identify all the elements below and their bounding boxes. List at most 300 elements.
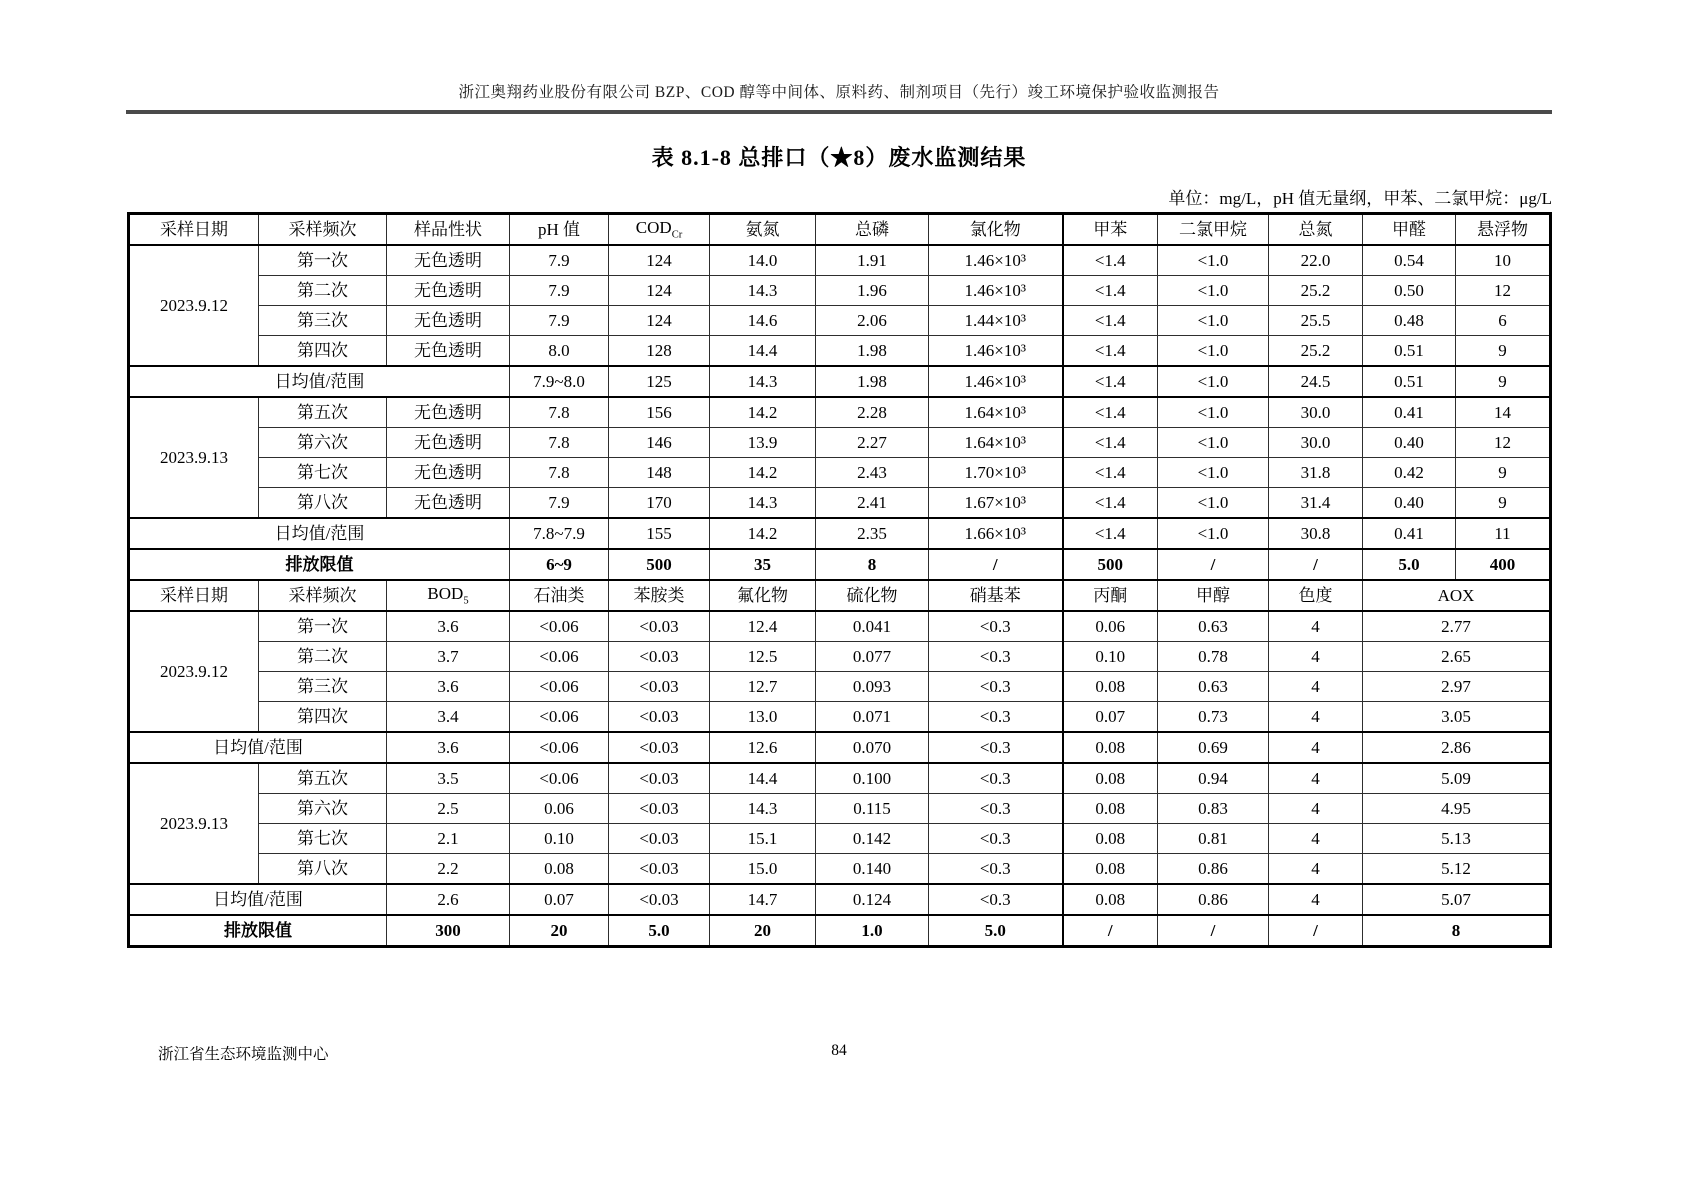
table-cell: 4 — [1269, 732, 1363, 763]
table-cell: 14.0 — [710, 245, 816, 276]
table-cell: 0.94 — [1158, 763, 1269, 794]
table-row — [129, 854, 1551, 885]
table-cell: 20 — [710, 915, 816, 947]
column-header: 总氮 — [1269, 214, 1363, 246]
table-cell: / — [1158, 915, 1269, 947]
table-cell: 22.0 — [1269, 245, 1363, 276]
table-cell: 1.64×10³ — [929, 397, 1063, 428]
table-cell: <1.4 — [1063, 366, 1158, 397]
table-cell: 2.5 — [387, 794, 510, 824]
page-footer — [126, 1042, 1552, 1064]
table-cell: 第八次 — [259, 854, 387, 885]
table-cell: 0.10 — [510, 824, 609, 854]
table-cell: 第一次 — [259, 611, 387, 642]
table-cell: 1.44×10³ — [929, 306, 1063, 336]
table-cell: <0.3 — [929, 702, 1063, 733]
table-cell: <1.4 — [1063, 488, 1158, 519]
table-cell: 25.5 — [1269, 306, 1363, 336]
table-cell: 13.0 — [710, 702, 816, 733]
table-cell: 0.42 — [1363, 458, 1456, 488]
table-cell: 第八次 — [259, 488, 387, 519]
table-cell: 146 — [609, 428, 710, 458]
table-cell: <1.4 — [1063, 245, 1158, 276]
table-cell: 124 — [609, 306, 710, 336]
table-row — [129, 642, 1551, 672]
table-cell: 25.2 — [1269, 336, 1363, 367]
table-cell: 第二次 — [259, 276, 387, 306]
daily-average-label: 日均值/范围 — [129, 732, 387, 763]
table-cell: <1.4 — [1063, 458, 1158, 488]
table-cell: 35 — [710, 549, 816, 580]
table-cell: 14.2 — [710, 397, 816, 428]
table-cell: 500 — [1063, 549, 1158, 580]
table-cell: 第三次 — [259, 306, 387, 336]
table-cell: 7.8 — [510, 397, 609, 428]
table-cell: 0.06 — [510, 794, 609, 824]
date-cell: 2023.9.12 — [129, 245, 259, 366]
table-cell: <0.3 — [929, 672, 1063, 702]
table-cell: 1.98 — [816, 366, 929, 397]
table-cell: 12.4 — [710, 611, 816, 642]
table-cell: <1.4 — [1063, 518, 1158, 549]
table-cell: 15.0 — [710, 854, 816, 885]
table-cell: 0.41 — [1363, 397, 1456, 428]
table-cell: 0.06 — [1063, 611, 1158, 642]
table-row — [129, 794, 1551, 824]
table-cell: / — [1269, 915, 1363, 947]
table-cell: 0.50 — [1363, 276, 1456, 306]
table-cell: <1.4 — [1063, 276, 1158, 306]
table-cell: 0.69 — [1158, 732, 1269, 763]
table-cell: 1.46×10³ — [929, 366, 1063, 397]
table-cell: <0.06 — [510, 763, 609, 794]
table-row — [129, 611, 1551, 642]
table-cell: 15.1 — [710, 824, 816, 854]
table-cell: 14.3 — [710, 794, 816, 824]
footer-organization: 浙江省生态环境监测中心 — [158, 1046, 329, 1063]
table-cell: <1.0 — [1158, 518, 1269, 549]
table-cell: 2.86 — [1363, 732, 1551, 763]
table-cell: <0.3 — [929, 763, 1063, 794]
table-cell: 12 — [1456, 428, 1551, 458]
table-cell: 8 — [1363, 915, 1551, 947]
table-cell: <0.3 — [929, 824, 1063, 854]
column-header: 样品性状 — [387, 214, 510, 246]
table-cell: 25.2 — [1269, 276, 1363, 306]
table-cell: / — [1063, 915, 1158, 947]
table-cell: 2.1 — [387, 824, 510, 854]
column-header: 二氯甲烷 — [1158, 214, 1269, 246]
table-cell: 无色透明 — [387, 397, 510, 428]
table-cell: 0.86 — [1158, 854, 1269, 885]
table-row — [129, 306, 1551, 336]
column-header: 甲苯 — [1063, 214, 1158, 246]
table-cell: <1.0 — [1158, 276, 1269, 306]
table-cell: 1.96 — [816, 276, 929, 306]
table-cell: <1.0 — [1158, 245, 1269, 276]
table-cell: 500 — [609, 549, 710, 580]
table-cell: 0.63 — [1158, 672, 1269, 702]
table-cell: 7.8~7.9 — [510, 518, 609, 549]
table-cell: <0.03 — [609, 824, 710, 854]
table-cell: 170 — [609, 488, 710, 519]
table-row — [129, 580, 1551, 611]
table-cell: 2.65 — [1363, 642, 1551, 672]
table-cell: 14.3 — [710, 488, 816, 519]
table-cell: 1.66×10³ — [929, 518, 1063, 549]
table-cell: 1.46×10³ — [929, 245, 1063, 276]
table-cell: 1.70×10³ — [929, 458, 1063, 488]
table-cell: 5.09 — [1363, 763, 1551, 794]
column-header: 采样日期 — [129, 214, 259, 246]
table-cell: 1.0 — [816, 915, 929, 947]
unit-note: 单位：mg/L，pH 值无量纲，甲苯、二氯甲烷：μg/L — [1168, 189, 1552, 208]
table-cell: 0.54 — [1363, 245, 1456, 276]
date-cell: 2023.9.13 — [129, 763, 259, 884]
table-cell: 2.6 — [387, 884, 510, 915]
table-row — [129, 366, 1551, 397]
table-cell: 6~9 — [510, 549, 609, 580]
table-cell: 4 — [1269, 794, 1363, 824]
table-cell: <1.0 — [1158, 488, 1269, 519]
table-cell: 第七次 — [259, 458, 387, 488]
table-cell: 124 — [609, 276, 710, 306]
table-cell: 第二次 — [259, 642, 387, 672]
table-cell: 9 — [1456, 336, 1551, 367]
table-cell: 1.46×10³ — [929, 336, 1063, 367]
table-cell: 1.67×10³ — [929, 488, 1063, 519]
table-cell: 0.51 — [1363, 336, 1456, 367]
table-cell: <1.4 — [1063, 336, 1158, 367]
table-cell: 无色透明 — [387, 245, 510, 276]
table-cell: <0.3 — [929, 732, 1063, 763]
table-cell: 148 — [609, 458, 710, 488]
table-cell: 2.2 — [387, 854, 510, 885]
table-cell: 4 — [1269, 702, 1363, 733]
table-row — [129, 763, 1551, 794]
table-cell: 7.9 — [510, 488, 609, 519]
table-cell: 8 — [816, 549, 929, 580]
table-row — [129, 214, 1551, 246]
table-cell: 第五次 — [259, 397, 387, 428]
table-cell: <1.0 — [1158, 428, 1269, 458]
table-cell: <0.3 — [929, 854, 1063, 885]
table-cell: 0.10 — [1063, 642, 1158, 672]
discharge-limit-label: 排放限值 — [129, 549, 510, 580]
table-cell: <0.03 — [609, 611, 710, 642]
table-cell: <1.4 — [1063, 428, 1158, 458]
daily-average-label: 日均值/范围 — [129, 366, 510, 397]
column-header: 甲醛 — [1363, 214, 1456, 246]
column-header: 硝基苯 — [929, 580, 1063, 611]
daily-average-label: 日均值/范围 — [129, 518, 510, 549]
table-cell: 4.95 — [1363, 794, 1551, 824]
table-cell: 0.077 — [816, 642, 929, 672]
table-cell: 第三次 — [259, 672, 387, 702]
table-cell: 14.4 — [710, 763, 816, 794]
table-cell: <0.06 — [510, 611, 609, 642]
table-row — [129, 428, 1551, 458]
daily-average-label: 日均值/范围 — [129, 884, 387, 915]
table-cell: 0.093 — [816, 672, 929, 702]
column-header: AOX — [1363, 580, 1551, 611]
table-cell: 30.8 — [1269, 518, 1363, 549]
table-cell: <1.4 — [1063, 397, 1158, 428]
table-cell: 5.0 — [929, 915, 1063, 947]
table-cell: 2.06 — [816, 306, 929, 336]
table-cell: <0.06 — [510, 642, 609, 672]
table-cell: <1.0 — [1158, 306, 1269, 336]
table-cell: 3.05 — [1363, 702, 1551, 733]
column-header: 硫化物 — [816, 580, 929, 611]
table-cell: / — [1269, 549, 1363, 580]
date-cell: 2023.9.12 — [129, 611, 259, 732]
column-header: pH 值 — [510, 214, 609, 246]
table-cell: 1.98 — [816, 336, 929, 367]
table-cell: 0.83 — [1158, 794, 1269, 824]
table-cell: 7.9 — [510, 306, 609, 336]
table-row — [129, 702, 1551, 733]
table-cell: 0.08 — [1063, 763, 1158, 794]
table-cell: 12.7 — [710, 672, 816, 702]
table-cell: <0.03 — [609, 884, 710, 915]
table-cell: 0.08 — [1063, 732, 1158, 763]
column-header: 采样日期 — [129, 580, 259, 611]
table-cell: 9 — [1456, 458, 1551, 488]
table-cell: <0.03 — [609, 763, 710, 794]
table-cell: <0.03 — [609, 794, 710, 824]
table-cell: 0.48 — [1363, 306, 1456, 336]
table-cell: 156 — [609, 397, 710, 428]
table-cell: 无色透明 — [387, 488, 510, 519]
table-cell: 2.97 — [1363, 672, 1551, 702]
table-cell: 6 — [1456, 306, 1551, 336]
table-row — [129, 336, 1551, 367]
table-cell: 14.7 — [710, 884, 816, 915]
table-cell: 300 — [387, 915, 510, 947]
table-cell: 400 — [1456, 549, 1551, 580]
column-header: 总磷 — [816, 214, 929, 246]
table-row — [129, 549, 1551, 580]
table-cell: 30.0 — [1269, 397, 1363, 428]
table-cell: 7.9 — [510, 245, 609, 276]
table-cell: 第七次 — [259, 824, 387, 854]
table-cell: <0.03 — [609, 672, 710, 702]
table-cell: <0.3 — [929, 884, 1063, 915]
table-cell: 0.070 — [816, 732, 929, 763]
table-cell: 无色透明 — [387, 428, 510, 458]
table-cell: 0.07 — [510, 884, 609, 915]
table-cell: 0.63 — [1158, 611, 1269, 642]
table-cell: 3.6 — [387, 672, 510, 702]
table-cell: 0.071 — [816, 702, 929, 733]
table-cell: 0.51 — [1363, 366, 1456, 397]
table-cell: <1.0 — [1158, 458, 1269, 488]
table-cell: 128 — [609, 336, 710, 367]
table-cell: <1.4 — [1063, 306, 1158, 336]
table-cell: 2.35 — [816, 518, 929, 549]
table-cell: 14.3 — [710, 276, 816, 306]
table-cell: 14.4 — [710, 336, 816, 367]
table-row — [129, 884, 1551, 915]
column-header: 氯化物 — [929, 214, 1063, 246]
table-cell: 5.07 — [1363, 884, 1551, 915]
table-cell: 7.8 — [510, 428, 609, 458]
table-cell: 0.40 — [1363, 488, 1456, 519]
table-cell: <0.03 — [609, 854, 710, 885]
table-cell: 14.2 — [710, 518, 816, 549]
table-row — [129, 458, 1551, 488]
document-header — [126, 80, 1552, 114]
column-header: 甲醇 — [1158, 580, 1269, 611]
table-cell: 9 — [1456, 488, 1551, 519]
table-cell: 3.6 — [387, 611, 510, 642]
table-cell: 0.08 — [1063, 884, 1158, 915]
table-cell: 5.13 — [1363, 824, 1551, 854]
column-header: 色度 — [1269, 580, 1363, 611]
table-cell: 无色透明 — [387, 458, 510, 488]
table-row — [129, 732, 1551, 763]
table-cell: 11 — [1456, 518, 1551, 549]
table-cell: 0.86 — [1158, 884, 1269, 915]
table-cell: 0.115 — [816, 794, 929, 824]
table-cell: 4 — [1269, 854, 1363, 885]
table-cell: 20 — [510, 915, 609, 947]
table-cell: 8.0 — [510, 336, 609, 367]
table-cell: 2.27 — [816, 428, 929, 458]
document-header-text: 浙江奥翔药业股份有限公司 BZP、COD 醇等中间体、原料药、制剂项目（先行）竣工环境保护验收监测报告 — [458, 84, 1220, 101]
table-cell: 第六次 — [259, 794, 387, 824]
table-cell: 4 — [1269, 672, 1363, 702]
column-header: 丙酮 — [1063, 580, 1158, 611]
table-cell: 2.28 — [816, 397, 929, 428]
table-cell: 155 — [609, 518, 710, 549]
table-row — [129, 518, 1551, 549]
table-cell: 5.12 — [1363, 854, 1551, 885]
table-cell: <0.03 — [609, 732, 710, 763]
table-cell: 3.5 — [387, 763, 510, 794]
column-header: 苯胺类 — [609, 580, 710, 611]
table-cell: 124 — [609, 245, 710, 276]
table-cell: 2.41 — [816, 488, 929, 519]
table-cell: 0.08 — [1063, 854, 1158, 885]
table-cell: 1.64×10³ — [929, 428, 1063, 458]
table-cell: <0.06 — [510, 702, 609, 733]
table-cell: <0.06 — [510, 732, 609, 763]
table-cell: 0.08 — [1063, 672, 1158, 702]
table-cell: <0.3 — [929, 611, 1063, 642]
table-cell: 第一次 — [259, 245, 387, 276]
table-cell: 0.08 — [1063, 824, 1158, 854]
table-cell: 24.5 — [1269, 366, 1363, 397]
table-cell: 第四次 — [259, 336, 387, 367]
table-cell: <0.03 — [609, 642, 710, 672]
table-cell: 3.4 — [387, 702, 510, 733]
table-cell: 0.100 — [816, 763, 929, 794]
table-cell: 0.81 — [1158, 824, 1269, 854]
table-cell: 7.8 — [510, 458, 609, 488]
column-header: 石油类 — [510, 580, 609, 611]
table-cell: 无色透明 — [387, 276, 510, 306]
table-cell: 30.0 — [1269, 428, 1363, 458]
table-cell: 无色透明 — [387, 336, 510, 367]
table-cell: 5.0 — [1363, 549, 1456, 580]
column-header: 采样频次 — [259, 580, 387, 611]
wastewater-monitoring-table — [127, 212, 1552, 948]
table-cell: 9 — [1456, 366, 1551, 397]
table-cell: 7.9~8.0 — [510, 366, 609, 397]
table-cell: <1.0 — [1158, 366, 1269, 397]
table-cell: 4 — [1269, 824, 1363, 854]
table-cell: 4 — [1269, 642, 1363, 672]
table-cell: 0.40 — [1363, 428, 1456, 458]
column-header: 采样频次 — [259, 214, 387, 246]
discharge-limit-label: 排放限值 — [129, 915, 387, 947]
table-cell: 5.0 — [609, 915, 710, 947]
table-cell: 12.5 — [710, 642, 816, 672]
table-cell: <0.3 — [929, 794, 1063, 824]
table-cell: 12 — [1456, 276, 1551, 306]
table-cell: 第六次 — [259, 428, 387, 458]
table-cell: 0.08 — [1063, 794, 1158, 824]
table-cell: 4 — [1269, 611, 1363, 642]
table-cell: 0.78 — [1158, 642, 1269, 672]
table-cell: <1.0 — [1158, 336, 1269, 367]
table-cell: 无色透明 — [387, 306, 510, 336]
table-cell: 0.124 — [816, 884, 929, 915]
table-cell: 2.43 — [816, 458, 929, 488]
table-row — [129, 824, 1551, 854]
table-cell: 31.4 — [1269, 488, 1363, 519]
table-cell: 12.6 — [710, 732, 816, 763]
table-cell: 1.91 — [816, 245, 929, 276]
table-cell: 1.46×10³ — [929, 276, 1063, 306]
table-cell: 0.140 — [816, 854, 929, 885]
table-cell: 4 — [1269, 884, 1363, 915]
page-number: 84 — [831, 1042, 847, 1059]
table-cell: <1.0 — [1158, 397, 1269, 428]
table-cell: / — [1158, 549, 1269, 580]
table-cell: 31.8 — [1269, 458, 1363, 488]
table-cell: <0.06 — [510, 672, 609, 702]
table-cell: 0.07 — [1063, 702, 1158, 733]
table-cell: 125 — [609, 366, 710, 397]
column-header: 氨氮 — [710, 214, 816, 246]
table-cell: <0.3 — [929, 642, 1063, 672]
table-cell: 3.7 — [387, 642, 510, 672]
table-cell: <0.03 — [609, 702, 710, 733]
table-row — [129, 915, 1551, 947]
table-cell: 3.6 — [387, 732, 510, 763]
table-cell: 7.9 — [510, 276, 609, 306]
table-cell: 0.08 — [510, 854, 609, 885]
table-cell: 14 — [1456, 397, 1551, 428]
column-header: $COD_{Cr}$ — [609, 214, 710, 246]
table-row — [129, 672, 1551, 702]
table-cell: 0.142 — [816, 824, 929, 854]
table-cell: 14.3 — [710, 366, 816, 397]
table-cell: 0.41 — [1363, 518, 1456, 549]
table-cell: 第五次 — [259, 763, 387, 794]
table-row — [129, 488, 1551, 519]
table-cell: 13.9 — [710, 428, 816, 458]
table-cell: 14.6 — [710, 306, 816, 336]
table-cell: 10 — [1456, 245, 1551, 276]
table-cell: 0.73 — [1158, 702, 1269, 733]
table-row — [129, 276, 1551, 306]
table-title: 表 8.1-8 总排口（★8）废水监测结果 — [651, 145, 1027, 170]
table-row — [129, 397, 1551, 428]
